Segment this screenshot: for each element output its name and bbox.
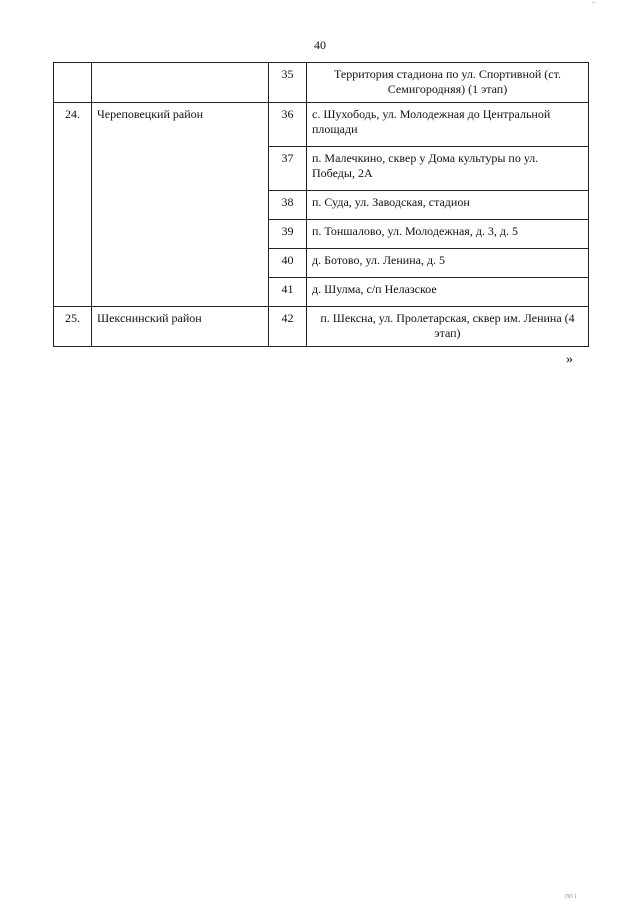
page-number: 40: [314, 38, 326, 52]
district-number-cell: 24.: [54, 103, 92, 307]
district-number-cell: 25.: [54, 307, 92, 347]
location-cell: п. Тоншалово, ул. Молодежная, д. 3, д. 5: [307, 220, 589, 249]
district-number-cell: [54, 63, 92, 103]
item-index-cell: 36: [269, 103, 307, 147]
item-index-cell: 41: [269, 278, 307, 307]
footer-scan-mark: пп і: [565, 893, 577, 900]
item-index-cell: 39: [269, 220, 307, 249]
item-index-cell: 42: [269, 307, 307, 347]
locations-table: [53, 62, 589, 347]
location-cell: п. Шексна, ул. Пролетарская, сквер им. Ленина (4 этап): [307, 307, 589, 347]
item-index-cell: 37: [269, 147, 307, 191]
district-name-cell: [92, 63, 269, 103]
location-cell: с. Шухободь, ул. Молодежная до Центральной площади: [307, 103, 589, 147]
item-index-cell: 38: [269, 191, 307, 220]
location-cell: п. Суда, ул. Заводская, стадион: [307, 191, 589, 220]
location-cell: д. Ботово, ул. Ленина, д. 5: [307, 249, 589, 278]
closing-quote-mark: »: [566, 352, 573, 367]
location-cell: Территория стадиона по ул. Спортивной (ст. Семигородняя) (1 этап): [307, 63, 589, 103]
table-row: [54, 307, 589, 347]
corner-scan-mark: [592, 2, 595, 3]
location-cell: п. Малечкино, сквер у Дома культуры по ул. Победы, 2А: [307, 147, 589, 191]
table-row: [54, 63, 589, 103]
district-name-cell: Шекснинский район: [92, 307, 269, 347]
district-name-cell: Череповецкий район: [92, 103, 269, 307]
item-index-cell: 35: [269, 63, 307, 103]
table-row: [54, 103, 589, 147]
location-cell: д. Шулма, с/п Нелазское: [307, 278, 589, 307]
item-index-cell: 40: [269, 249, 307, 278]
